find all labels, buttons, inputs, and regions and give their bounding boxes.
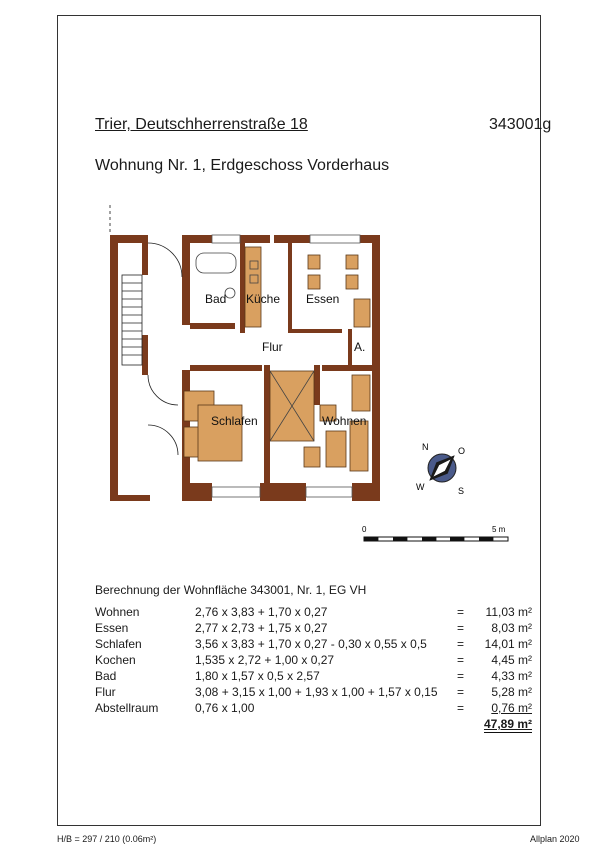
- row-room: Essen: [95, 621, 129, 635]
- calculation-title: Berechnung der Wohnfläche 343001, Nr. 1, EG VH: [95, 583, 367, 597]
- wall-west-upper: [182, 235, 190, 325]
- wall-stair-bottom: [110, 495, 150, 501]
- room-label-wohnen: Wohnen: [322, 414, 367, 428]
- window-4: [306, 487, 352, 497]
- sink: [225, 288, 235, 298]
- scale-start: 0: [362, 525, 367, 534]
- floor-plan: [100, 195, 390, 510]
- row-formula: 2,76 x 3,83 + 1,70 x 0,27: [195, 605, 328, 619]
- room-label-abstell: A.: [354, 340, 366, 354]
- kitchen-counter: [245, 247, 261, 327]
- wall-stair-right-mid: [142, 335, 148, 375]
- row-formula: 1,80 x 1,57 x 0,5 x 2,57: [195, 669, 320, 683]
- row-eq: =: [457, 637, 465, 651]
- wall-north-3: [274, 235, 310, 243]
- row-room: Kochen: [95, 653, 136, 667]
- essen-cabinet: [354, 299, 370, 327]
- wall-north-2: [240, 235, 270, 243]
- row-eq: =: [457, 605, 465, 619]
- compass-o: O: [458, 446, 466, 456]
- scale-bar: [360, 522, 520, 546]
- room-label-bad: Bad: [205, 292, 227, 306]
- window-2: [310, 235, 360, 243]
- room-label-schlafen: Schlafen: [211, 414, 258, 428]
- furniture: [184, 247, 370, 471]
- wall-bed-right: [264, 365, 270, 483]
- wall-west: [110, 235, 118, 500]
- address-title: Trier, Deutschherrenstraße 18: [95, 116, 308, 133]
- bathtub: [196, 253, 236, 273]
- row-room: Flur: [95, 685, 116, 699]
- compass-w: W: [416, 482, 425, 492]
- scale-end: 5 m: [492, 525, 506, 534]
- window-1: [212, 235, 240, 243]
- compass-n: N: [422, 442, 429, 452]
- staircase: [122, 243, 182, 455]
- wall-wardrobe-right: [314, 365, 320, 405]
- wall-south-2: [260, 483, 306, 501]
- row-eq: =: [457, 669, 465, 683]
- row-room: Bad: [95, 669, 117, 683]
- wall-south-3: [352, 483, 380, 501]
- row-eq: =: [457, 621, 465, 635]
- row-room: Schlafen: [95, 637, 142, 651]
- room-label-flur: Flur: [262, 340, 283, 354]
- row-value: 8,03 m²: [491, 621, 532, 635]
- row-room: Abstellraum: [95, 701, 159, 715]
- wall-kitchen-left: [240, 243, 245, 333]
- apartment-subtitle: Wohnung Nr. 1, Erdgeschoss Vorderhaus: [95, 157, 390, 174]
- wall-abstell: [348, 329, 352, 369]
- row-formula: 3,08 + 3,15 x 1,00 + 1,93 x 1,00 + 1,57 x 0,15: [195, 685, 438, 699]
- row-value: 4,45 m²: [491, 653, 532, 667]
- row-value: 11,03 m²: [485, 605, 532, 619]
- row-formula: 1,535 x 2,72 + 1,00 x 0,27: [195, 653, 335, 667]
- object-number: 343001g: [489, 116, 552, 133]
- wall-kitchen-right: [288, 243, 292, 333]
- row-value: 4,33 m²: [491, 669, 532, 683]
- row-eq: =: [457, 685, 465, 699]
- shelf: [352, 375, 370, 411]
- compass-s: S: [458, 486, 465, 496]
- wall-stair-top: [110, 235, 142, 243]
- row-formula: 0,76 x 1,00: [195, 701, 255, 715]
- row-eq: =: [457, 701, 465, 715]
- row-formula: 3,56 x 3,83 + 1,70 x 0,27 - 0,30 x 0,55 x 0,5: [195, 637, 427, 651]
- row-value: 5,28 m²: [491, 685, 532, 699]
- table: [326, 431, 346, 467]
- compass-icon: [410, 438, 474, 502]
- row-formula: 2,77 x 2,73 + 1,75 x 0,27: [195, 621, 328, 635]
- room-label-essen: Essen: [306, 292, 340, 306]
- total-value: 47,89 m²: [483, 717, 532, 731]
- footer-software: Allplan 2020: [530, 834, 580, 844]
- row-room: Wohnen: [95, 605, 140, 619]
- row-eq: =: [457, 653, 465, 667]
- window-3: [212, 487, 260, 497]
- row-value: 0,76 m²: [491, 701, 532, 715]
- wall-bath-bottom: [190, 323, 235, 329]
- room-label-kueche: Küche: [246, 292, 281, 306]
- sofa: [350, 421, 368, 471]
- footer-format: H/B = 297 / 210 (0.06m²): [57, 834, 157, 844]
- wall-essen-bottom: [292, 329, 342, 333]
- wall-south-1: [182, 483, 212, 501]
- wall-flur-bottom-left: [190, 365, 262, 371]
- wall-stair-right-upper: [142, 235, 148, 275]
- row-value: 14,01 m²: [484, 637, 532, 651]
